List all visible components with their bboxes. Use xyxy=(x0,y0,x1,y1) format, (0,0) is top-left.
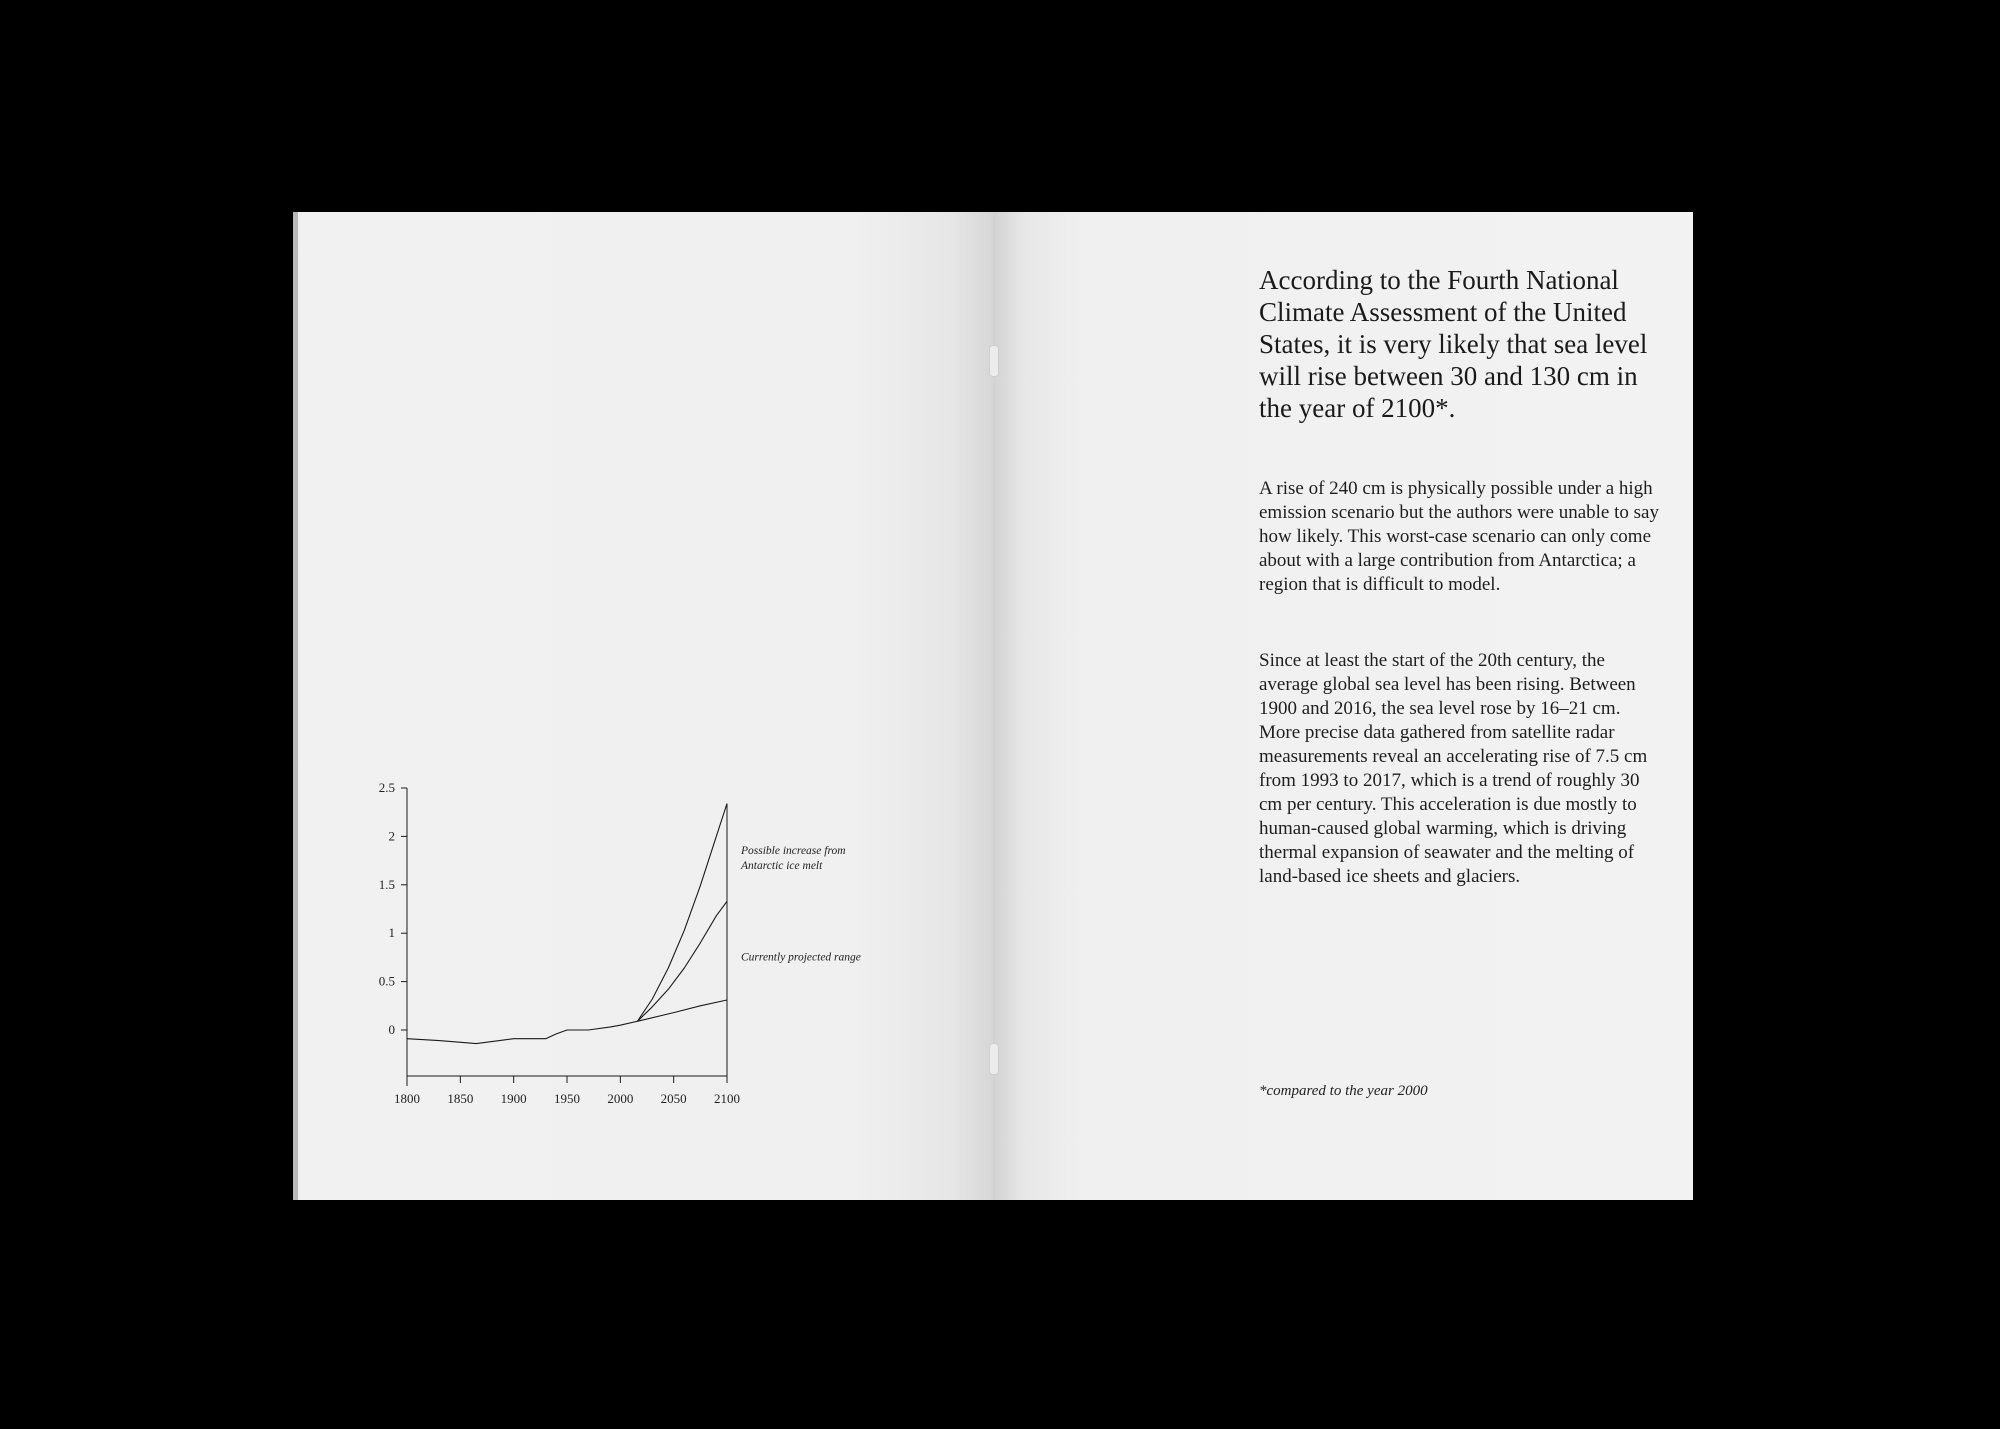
annotation-antarctic-line2: Antarctic ice melt xyxy=(741,859,823,872)
y-tick-label: 2.5 xyxy=(378,780,395,795)
x-tick-label: 2100 xyxy=(714,1091,740,1106)
body-paragraph: Since at least the start of the 20th century, the average global sea level has been rising. Between 1900 and 2016, the sea level rose by 16–21 cm. More precise data gathered from satellite radar measurements reveal an accelerating rise of 7.5 cm from 1993 to 2017, which is a trend of roughly 30 cm per century. This acceleration is due mostly to human-caused global warming, which is driving thermal expansion of seawater and the melting of land-based ice sheets and glaciers. xyxy=(1259,650,1648,887)
chart-axes xyxy=(407,788,727,1086)
x-tick-label: 2050 xyxy=(660,1091,687,1106)
series-line-4 xyxy=(637,804,727,1022)
x-tick-label: 1850 xyxy=(447,1091,474,1106)
sea-level-chart xyxy=(293,212,993,1200)
x-tick-label: 1900 xyxy=(500,1091,527,1106)
y-tick-label: 0.5 xyxy=(378,973,395,989)
headline: According to the Fourth National Climate Assessment of the United States, it is very likely that sea level will rise between 30 and 130 cm in the year of 2100*. xyxy=(1259,265,1648,423)
chart-ticks xyxy=(379,780,740,1106)
footnote: *compared to the year 2000 xyxy=(1259,1083,1428,1099)
body-paragraph: A rise of 240 cm is physically possible under a high emission scenario but the authors were unable to say how likely. This worst-case scenario can only come about with a large contribution from Antarctica; a region that is difficult to model. xyxy=(1259,478,1659,595)
y-tick-label: 1.5 xyxy=(378,876,395,892)
x-tick-label: 1950 xyxy=(554,1091,580,1106)
annotation-antarctic-line1: Possible increase from xyxy=(741,844,846,857)
series-line-1 xyxy=(407,1021,637,1043)
x-tick-label: 1800 xyxy=(394,1091,420,1106)
chart-labels xyxy=(740,845,861,963)
y-tick-label: 2 xyxy=(388,828,395,844)
annotation-projected-range: Currently projected range xyxy=(741,951,861,964)
y-tick-label: 1 xyxy=(388,925,395,941)
x-tick-label: 2000 xyxy=(607,1091,634,1106)
chart-series xyxy=(407,804,727,1044)
series-line-2 xyxy=(637,1000,727,1021)
y-tick-label: 0 xyxy=(388,1022,395,1037)
